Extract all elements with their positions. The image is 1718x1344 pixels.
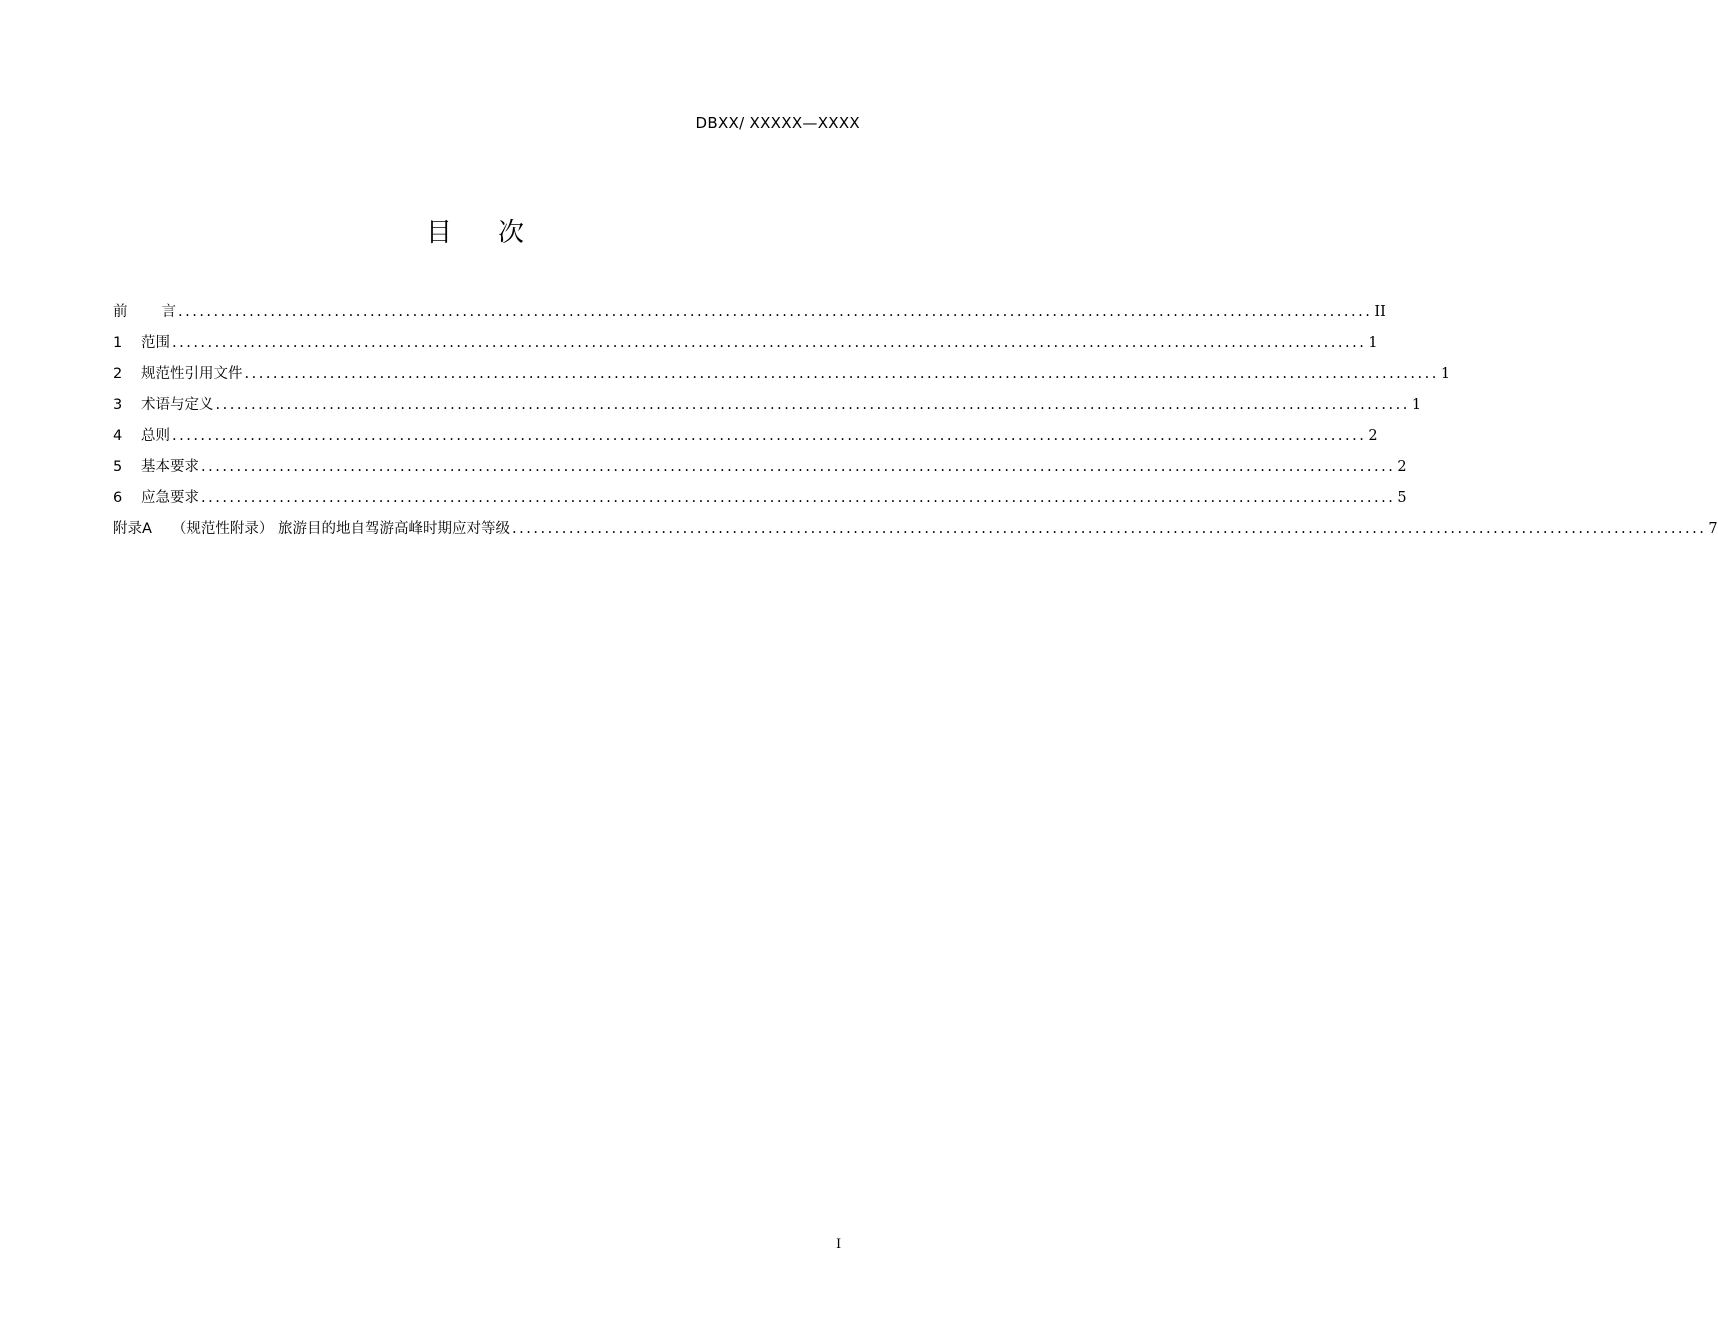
- dot-leader: ........................................................................................................................................................................: [201, 490, 1396, 506]
- dot-leader: ........................................................................................................................................................................: [172, 428, 1367, 444]
- toc-entry-page: 1: [1368, 335, 1378, 351]
- toc-entry-label: 规范性引用文件: [141, 366, 243, 382]
- table-of-contents: [113, 300, 1718, 548]
- toc-entry-page: 1: [1411, 397, 1422, 413]
- toc-entry-label: 应急要求: [141, 490, 199, 506]
- toc-entry-terms-definitions[interactable]: [113, 393, 1422, 424]
- dot-leader: ........................................................................................................................................................................: [201, 459, 1396, 475]
- toc-entry-label: 总则: [141, 428, 170, 444]
- toc-entry-page: 7: [1708, 521, 1718, 537]
- toc-entry-basic-requirements[interactable]: [113, 455, 1407, 486]
- dot-leader: ........................................................................................................................................................................: [244, 366, 1439, 382]
- dot-leader: ........................................................................................................................................................................: [512, 521, 1707, 537]
- toc-entry-number: 2: [113, 366, 123, 382]
- toc-entry-page: 5: [1397, 490, 1407, 506]
- toc-entry-number: 5: [113, 459, 123, 475]
- toc-entry-page: II: [1374, 304, 1386, 320]
- toc-entry-emergency-requirements[interactable]: [113, 486, 1407, 517]
- dot-leader: ........................................................................................................................................................................: [172, 335, 1367, 351]
- toc-entry-number: 6: [113, 490, 123, 506]
- toc-entry-number: 4: [113, 428, 123, 444]
- toc-title: [0, 212, 950, 249]
- toc-entry-general[interactable]: [113, 424, 1378, 455]
- toc-entry-label: 前 言: [113, 304, 176, 320]
- toc-entry-label: 范围: [141, 335, 170, 351]
- toc-entry-page: 2: [1397, 459, 1407, 475]
- toc-entry-number: 3: [113, 397, 123, 413]
- toc-entry-scope[interactable]: [113, 331, 1378, 362]
- toc-title-left: 目: [425, 218, 452, 248]
- toc-entry-label: 基本要求: [141, 459, 199, 475]
- toc-entry-page: 1: [1440, 366, 1451, 382]
- toc-entry-label: 术语与定义: [141, 397, 214, 413]
- dot-leader: ........................................................................................................................................................................: [215, 397, 1410, 413]
- toc-appendix-prefix: 附录A: [113, 521, 152, 537]
- toc-entry-appendix-a[interactable]: [113, 517, 1718, 548]
- toc-entry-label: （规范性附录） 旅游目的地自驾游高峰时期应对等级: [171, 521, 511, 537]
- toc-title-right: 次: [498, 218, 525, 248]
- toc-entry-normative-references[interactable]: [113, 362, 1451, 393]
- dot-leader: ........................................................................................................................................................................: [178, 304, 1373, 320]
- toc-entry-foreword[interactable]: [113, 300, 1386, 331]
- toc-entry-page: 2: [1368, 428, 1378, 444]
- toc-entry-number: 1: [113, 335, 123, 351]
- page-number: I: [836, 1237, 842, 1252]
- document-code: DBXX/ XXXXX—XXXX: [695, 114, 860, 132]
